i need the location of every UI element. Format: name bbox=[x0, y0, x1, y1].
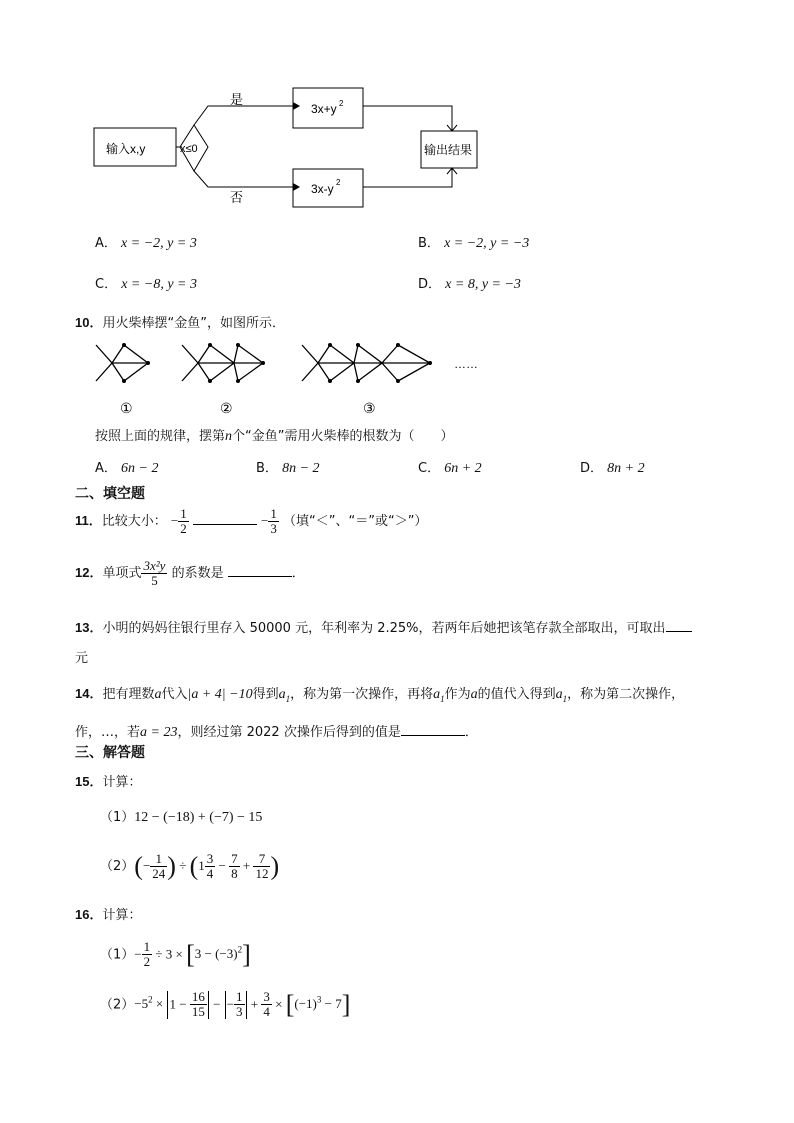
option-letter: A． bbox=[95, 236, 117, 251]
matchstick-fish-figure bbox=[88, 335, 508, 420]
q10-option-b bbox=[256, 457, 320, 477]
no-label: 否 bbox=[230, 190, 244, 205]
question-text: 的系数是 bbox=[171, 566, 224, 581]
q11: 11．比较大小： − $\frac{1}{2}$ − $\frac{1}{3}$ （填“＜”、“＝”或“＞”） bbox=[75, 506, 428, 536]
question-text: 小明的妈妈往银行里存入 50000 元，年利率为 2.25%，若两年后她把该笔存款全部取出，可取出 bbox=[102, 621, 666, 636]
option-text: x = −8, y = 3 bbox=[121, 277, 197, 292]
question-number: 15． bbox=[75, 774, 103, 789]
question-text: 比较大小： bbox=[101, 514, 167, 529]
option-letter: B． bbox=[418, 236, 440, 251]
monomial-fraction bbox=[141, 559, 167, 588]
option-letter: C． bbox=[418, 461, 441, 476]
question-text: 代入 bbox=[161, 687, 188, 702]
part-label: （2） bbox=[100, 859, 135, 874]
section-heading-solve: 三、解答题 bbox=[75, 745, 145, 761]
answer-blank[interactable] bbox=[228, 564, 292, 577]
q9-option-c bbox=[95, 273, 197, 293]
figure-label-3: ③ bbox=[363, 400, 376, 416]
q10-question bbox=[95, 425, 454, 445]
output-box-text: 输出结果 bbox=[424, 143, 473, 157]
fraction-numerator: 3x²y bbox=[143, 558, 166, 573]
yes-label: 是 bbox=[230, 92, 244, 107]
option-text: 8n + 2 bbox=[607, 461, 645, 476]
answer-blank[interactable] bbox=[401, 723, 465, 736]
option-text: x = −2, y = 3 bbox=[121, 236, 197, 251]
fraction-1-3: $\frac{1}{3}$ bbox=[270, 506, 277, 536]
option-text: x = 8, y = −3 bbox=[445, 277, 521, 292]
fraction-1-2: $\frac{1}{2}$ bbox=[180, 506, 187, 536]
question-unit: 元 bbox=[75, 651, 89, 666]
answer-blank[interactable] bbox=[666, 619, 692, 632]
top-box-exp: 2 bbox=[339, 99, 344, 108]
question-text: 计算： bbox=[102, 775, 142, 790]
fraction-neg-half: − bbox=[170, 513, 179, 528]
figure-label-2: ② bbox=[220, 400, 233, 416]
option-text: x = −2, y = −3 bbox=[444, 236, 530, 251]
question-text: 把有理数 bbox=[102, 687, 155, 702]
input-box-text: 输入x,y bbox=[106, 142, 146, 156]
question-text: ，则经过第 2022 次操作后得到的值是 bbox=[177, 724, 401, 740]
question-number: 16． bbox=[75, 907, 103, 922]
q15-part-1 bbox=[100, 806, 262, 826]
part-label: （1） bbox=[100, 810, 135, 825]
part-label: （1） bbox=[100, 947, 135, 963]
expression: 12 − (−18) + (−7) − 15 bbox=[134, 810, 263, 825]
section-heading-fill-in: 二、填空题 bbox=[75, 486, 145, 502]
option-letter: B． bbox=[256, 461, 278, 476]
option-text: 6n − 2 bbox=[121, 461, 159, 476]
q10-option-a bbox=[95, 457, 159, 477]
question-text: 作，…，若 bbox=[75, 724, 141, 740]
option-letter: C． bbox=[95, 277, 118, 292]
option-text: 6n + 2 bbox=[444, 461, 482, 476]
answer-blank[interactable] bbox=[193, 512, 257, 525]
question-text: ． bbox=[464, 724, 478, 740]
question-text: ，称为第一次操作，再将 bbox=[290, 687, 434, 702]
option-letter: D． bbox=[580, 461, 604, 476]
expression: |a + 4| −10 bbox=[187, 687, 253, 702]
question-text: 个“金鱼”需用火柴棒的根数为（ ） bbox=[232, 429, 454, 444]
question-text: 的值代入得到 bbox=[477, 687, 556, 702]
question-number: 10． bbox=[75, 315, 103, 330]
question-text: 作为 bbox=[444, 687, 471, 702]
q14: 14．把有理数a代入|a + 4| −10得到$a_1$，称为第一次操作，再将$a_1$作为a的值代入得到$a_1$，称为第二次操作， 作，…，若a = 23，则经过第 2022 次操作后得到的值是 ． bbox=[75, 686, 685, 740]
expression: a = 23 bbox=[140, 724, 178, 740]
question-text: 用火柴棒摆“金鱼”，如图所示． bbox=[102, 316, 285, 331]
bottom-box-text: 3x-y bbox=[311, 182, 334, 196]
q12 bbox=[75, 556, 305, 591]
q10-option-d bbox=[580, 457, 645, 477]
q10-option-c bbox=[418, 457, 482, 477]
q10-stem bbox=[75, 312, 285, 331]
question-number: 12． bbox=[75, 565, 103, 580]
q9-option-b bbox=[418, 232, 529, 252]
fraction-denominator: 5 bbox=[151, 573, 158, 588]
question-number: 13． bbox=[75, 620, 103, 635]
question-text: 得到 bbox=[252, 687, 279, 702]
q16-part-2: $(2)-5^2 \times 1$ − $\frac{16}{15}$ − − $\frac{1}{3}$ + $\frac{3}{4}$ × $[(-1)^3 - 7]$ bbox=[100, 989, 351, 1020]
option-letter: D． bbox=[418, 277, 442, 292]
option-letter: A． bbox=[95, 461, 117, 476]
q15-stem bbox=[75, 771, 141, 790]
part-label: （2） bbox=[100, 997, 135, 1013]
bottom-box-exp: 2 bbox=[336, 178, 341, 187]
question-text: ，称为第二次操作， bbox=[567, 687, 685, 702]
question-text: ． bbox=[291, 566, 305, 581]
question-text: 计算： bbox=[102, 908, 142, 923]
q9-option-a bbox=[95, 232, 197, 252]
question-number: 14． bbox=[75, 686, 103, 701]
question-text: 按照上面的规律，摆第 bbox=[95, 429, 226, 444]
question-text: 单项式 bbox=[102, 566, 142, 581]
top-box-text: 3x+y bbox=[311, 102, 337, 116]
figure-label-1: ① bbox=[120, 400, 133, 416]
q16-stem bbox=[75, 904, 141, 923]
q15-part-2: （2）(− $\frac{1}{24}$ ) ÷ (1 $\frac{3}{4}$ − $\frac{7}{8}$ + $\frac{7}{12}$ ) bbox=[100, 851, 280, 881]
q16-part-1: （1）− $\frac{1}{2}$ ÷ $3 \times [3 - (-3)^2]$ bbox=[100, 939, 251, 970]
variable: n bbox=[225, 429, 233, 444]
option-text: 8n − 2 bbox=[282, 461, 320, 476]
question-number: 11． bbox=[75, 513, 102, 528]
flowchart bbox=[90, 85, 490, 215]
q13 bbox=[75, 613, 755, 674]
question-note: （填“＜”、“＝”或“＞”） bbox=[283, 514, 428, 529]
q9-option-d bbox=[418, 273, 521, 293]
ellipsis: …… bbox=[454, 357, 478, 371]
condition-text: x≤0 bbox=[180, 143, 198, 155]
